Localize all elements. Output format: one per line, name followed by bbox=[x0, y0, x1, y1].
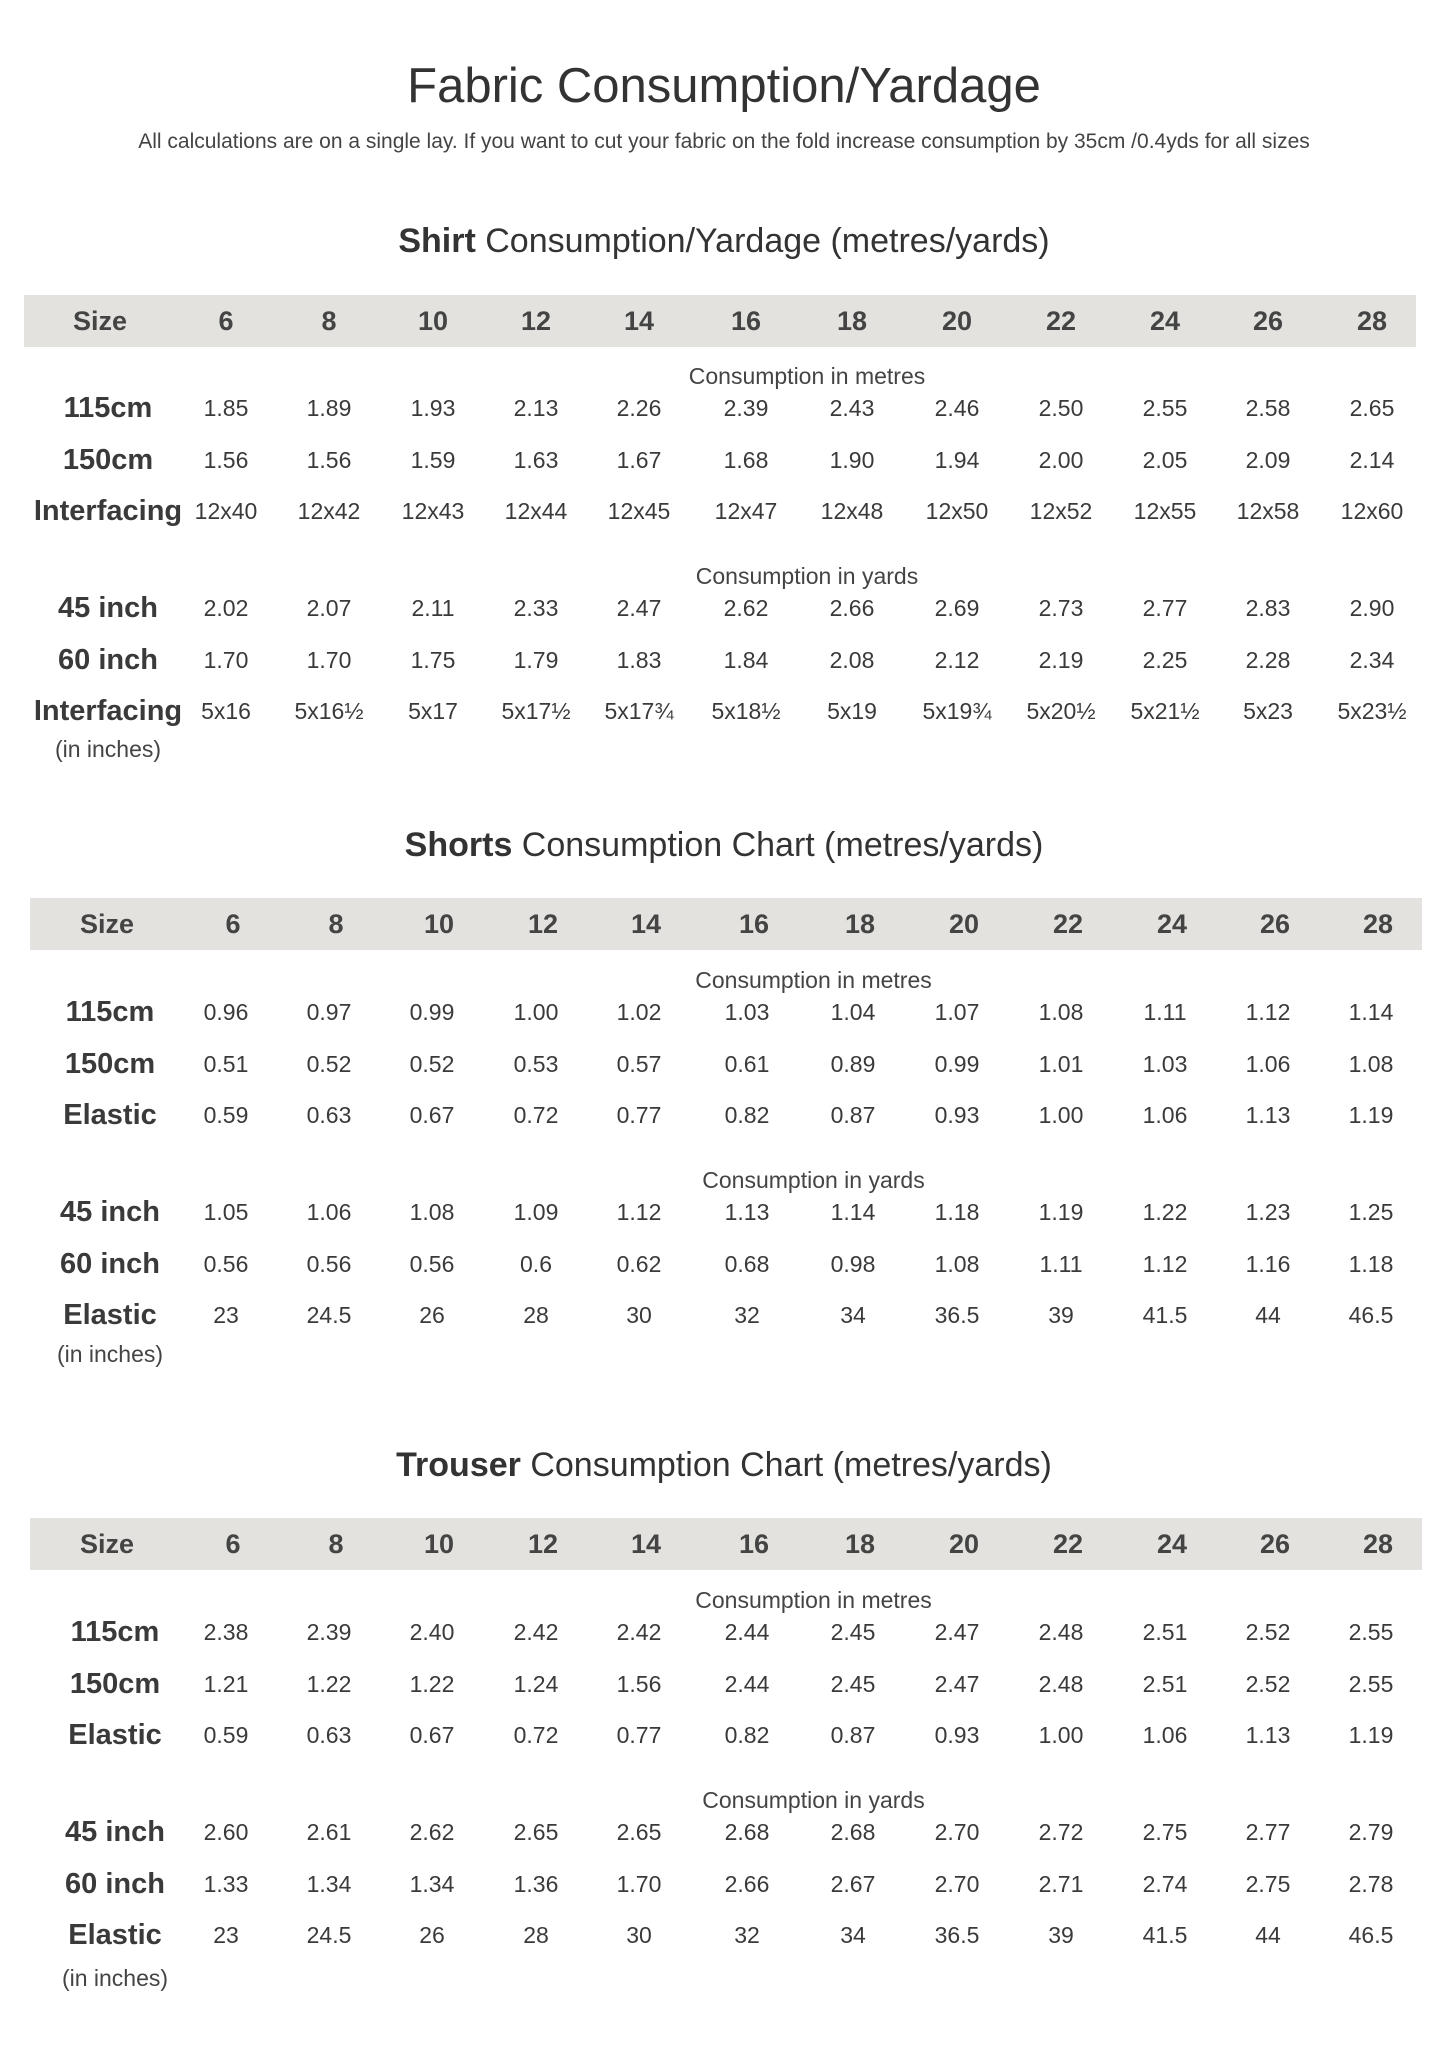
table-cell: 2.39 bbox=[723, 395, 769, 421]
size-column-header: 26 bbox=[1259, 909, 1291, 939]
table-cell: 2.83 bbox=[1245, 595, 1291, 621]
table-cell: 1.22 bbox=[1142, 1199, 1188, 1225]
size-header-band bbox=[30, 898, 1422, 950]
size-column-header: 12 bbox=[527, 909, 559, 939]
table-cell: 5x20½ bbox=[1026, 698, 1096, 724]
table-cell: 0.59 bbox=[203, 1722, 249, 1748]
table-cell: 1.12 bbox=[1245, 999, 1291, 1025]
table-cell: 1.56 bbox=[306, 447, 352, 473]
section-title-rest: Consumption Chart (metres/yards) bbox=[520, 1446, 1052, 1484]
table-cell: 1.06 bbox=[1142, 1722, 1188, 1748]
table-cell: 2.47 bbox=[934, 1671, 980, 1697]
table-cell: 1.70 bbox=[306, 647, 352, 673]
table-cell: 1.00 bbox=[1038, 1722, 1084, 1748]
table-cell: 0.6 bbox=[520, 1251, 552, 1277]
table-cell: 36.5 bbox=[934, 1302, 980, 1328]
table-cell: 1.03 bbox=[1142, 1051, 1188, 1077]
table-cell: 23 bbox=[213, 1922, 239, 1948]
row-label: Interfacing bbox=[33, 495, 183, 527]
table-cell: 12x50 bbox=[925, 498, 989, 524]
table-cell: 2.44 bbox=[724, 1671, 770, 1697]
table-cell: 26 bbox=[419, 1922, 445, 1948]
section-title-bold: Shorts bbox=[404, 826, 513, 864]
table-cell: 2.51 bbox=[1142, 1671, 1188, 1697]
table-cell: 2.48 bbox=[1038, 1619, 1084, 1645]
table-cell: 5x16 bbox=[201, 698, 251, 724]
section-title-bold: Trouser bbox=[396, 1446, 521, 1484]
table-cell: 0.57 bbox=[616, 1051, 662, 1077]
table-cell: 2.05 bbox=[1142, 447, 1188, 473]
table-cell: 28 bbox=[523, 1922, 549, 1948]
row-label-note: (in inches) bbox=[54, 736, 162, 762]
table-cell: 2.48 bbox=[1038, 1671, 1084, 1697]
row-label: Interfacing bbox=[33, 695, 183, 727]
table-cell: 44 bbox=[1255, 1302, 1281, 1328]
size-column-header: 12 bbox=[520, 306, 552, 336]
table-cell: 2.42 bbox=[616, 1619, 662, 1645]
table-cell: 2.55 bbox=[1348, 1671, 1394, 1697]
table-cell: 12x52 bbox=[1029, 498, 1093, 524]
table-cell: 1.75 bbox=[410, 647, 456, 673]
table-cell: 5x18½ bbox=[711, 698, 781, 724]
row-label: 115cm bbox=[63, 392, 153, 424]
table-cell: 2.55 bbox=[1348, 1619, 1394, 1645]
table-cell: 1.67 bbox=[616, 447, 662, 473]
table-cell: 2.68 bbox=[830, 1819, 876, 1845]
size-column-header: 24 bbox=[1156, 1529, 1188, 1559]
table-cell: 0.98 bbox=[830, 1251, 876, 1277]
table-cell: 1.16 bbox=[1245, 1251, 1291, 1277]
table-cell: 1.12 bbox=[1142, 1251, 1188, 1277]
table-cell: 2.45 bbox=[830, 1619, 876, 1645]
size-column-header: 18 bbox=[836, 306, 868, 336]
size-column-header: 16 bbox=[730, 306, 762, 336]
table-cell: 2.44 bbox=[724, 1619, 770, 1645]
table-cell: 0.67 bbox=[409, 1102, 455, 1128]
table-cell: 2.34 bbox=[1349, 647, 1395, 673]
table-cell: 1.21 bbox=[203, 1671, 249, 1697]
table-cell: 30 bbox=[626, 1922, 652, 1948]
table-cell: 0.63 bbox=[306, 1722, 352, 1748]
table-cell: 46.5 bbox=[1348, 1922, 1394, 1948]
table-cell: 28 bbox=[523, 1302, 549, 1328]
table-cell: 44 bbox=[1255, 1922, 1281, 1948]
table-cell: 41.5 bbox=[1142, 1302, 1188, 1328]
table-cell: 0.68 bbox=[724, 1251, 770, 1277]
table-cell: 32 bbox=[734, 1922, 760, 1948]
table-cell: 0.62 bbox=[616, 1251, 662, 1277]
table-cell: 1.59 bbox=[410, 447, 456, 473]
row-label: 60 inch bbox=[60, 1248, 160, 1280]
table-cell: 32 bbox=[734, 1302, 760, 1328]
table-cell: 12x58 bbox=[1236, 498, 1300, 524]
table-cell: 1.08 bbox=[934, 1251, 980, 1277]
table-cell: 2.50 bbox=[1038, 395, 1084, 421]
table-cell: 1.01 bbox=[1038, 1051, 1084, 1077]
size-column-header: 24 bbox=[1156, 909, 1188, 939]
table-cell: 12x60 bbox=[1340, 498, 1404, 524]
row-label: 60 inch bbox=[65, 1868, 165, 1900]
row-label: 60 inch bbox=[58, 644, 158, 676]
table-cell: 5x19¾ bbox=[922, 698, 992, 724]
table-cell: 0.72 bbox=[513, 1102, 559, 1128]
row-label: 115cm bbox=[65, 996, 155, 1028]
size-column-header: 26 bbox=[1252, 306, 1284, 336]
table-cell: 0.93 bbox=[934, 1102, 980, 1128]
table-cell: 1.14 bbox=[1348, 999, 1394, 1025]
table-cell: 1.22 bbox=[409, 1671, 455, 1697]
size-header-label: Size bbox=[79, 909, 135, 939]
table-cell: 2.75 bbox=[1245, 1871, 1291, 1897]
table-cell: 24.5 bbox=[306, 1922, 352, 1948]
size-column-header: 10 bbox=[423, 1529, 455, 1559]
table-cell: 2.73 bbox=[1038, 595, 1084, 621]
table-cell: 2.65 bbox=[1349, 395, 1395, 421]
table-cell: 0.61 bbox=[724, 1051, 770, 1077]
table-cell: 0.56 bbox=[306, 1251, 352, 1277]
section-title bbox=[0, 1446, 1448, 1485]
size-column-header: 24 bbox=[1149, 306, 1181, 336]
table-cell: 12x55 bbox=[1133, 498, 1197, 524]
table-cell: 2.26 bbox=[616, 395, 662, 421]
table-cell: 1.13 bbox=[1245, 1102, 1291, 1128]
table-cell: 2.62 bbox=[723, 595, 769, 621]
table-cell: 0.67 bbox=[409, 1722, 455, 1748]
table-cell: 1.23 bbox=[1245, 1199, 1291, 1225]
table-cell: 2.66 bbox=[724, 1871, 770, 1897]
size-column-header: 20 bbox=[948, 1529, 980, 1559]
table-cell: 41.5 bbox=[1142, 1922, 1188, 1948]
table-cell: 2.19 bbox=[1038, 647, 1084, 673]
size-column-header: 14 bbox=[630, 1529, 662, 1559]
table-cell: 1.04 bbox=[830, 999, 876, 1025]
table-cell: 12x48 bbox=[820, 498, 884, 524]
size-header-label: Size bbox=[79, 1529, 135, 1559]
table-cell: 24.5 bbox=[306, 1302, 352, 1328]
table-cell: 1.19 bbox=[1038, 1199, 1084, 1225]
table-cell: 2.47 bbox=[616, 595, 662, 621]
metres-subheading: Consumption in metres bbox=[695, 967, 932, 993]
table-cell: 2.40 bbox=[409, 1619, 455, 1645]
table-cell: 12x42 bbox=[297, 498, 361, 524]
size-column-header: 20 bbox=[948, 909, 980, 939]
table-cell: 12x45 bbox=[607, 498, 671, 524]
table-cell: 2.38 bbox=[203, 1619, 249, 1645]
table-cell: 2.09 bbox=[1245, 447, 1291, 473]
table-cell: 0.52 bbox=[306, 1051, 352, 1077]
table-cell: 12x44 bbox=[504, 498, 568, 524]
table-cell: 2.68 bbox=[724, 1819, 770, 1845]
table-cell: 46.5 bbox=[1348, 1302, 1394, 1328]
table-cell: 1.11 bbox=[1039, 1251, 1083, 1277]
size-column-header: 26 bbox=[1259, 1529, 1291, 1559]
table-cell: 0.99 bbox=[409, 999, 455, 1025]
yards-subheading: Consumption in yards bbox=[702, 1787, 925, 1813]
table-cell: 2.65 bbox=[616, 1819, 662, 1845]
table-cell: 23 bbox=[213, 1302, 239, 1328]
table-cell: 2.65 bbox=[513, 1819, 559, 1845]
size-column-header: 18 bbox=[844, 1529, 876, 1559]
table-cell: 2.61 bbox=[306, 1819, 352, 1845]
table-cell: 2.52 bbox=[1245, 1671, 1291, 1697]
table-cell: 36.5 bbox=[934, 1922, 980, 1948]
size-column-header: 18 bbox=[844, 909, 876, 939]
table-cell: 2.00 bbox=[1038, 447, 1084, 473]
size-column-header: 8 bbox=[328, 909, 344, 939]
table-cell: 0.77 bbox=[616, 1722, 662, 1748]
table-cell: 2.42 bbox=[513, 1619, 559, 1645]
size-header-band bbox=[30, 1518, 1422, 1570]
table-cell: 12x47 bbox=[714, 498, 778, 524]
table-cell: 2.25 bbox=[1142, 647, 1188, 673]
table-cell: 1.34 bbox=[409, 1871, 455, 1897]
table-cell: 1.00 bbox=[513, 999, 559, 1025]
table-cell: 2.75 bbox=[1142, 1819, 1188, 1845]
table-cell: 1.94 bbox=[934, 447, 980, 473]
metres-subheading: Consumption in metres bbox=[688, 363, 926, 389]
size-column-header: 12 bbox=[527, 1529, 559, 1559]
table-cell: 1.14 bbox=[830, 1199, 876, 1225]
row-label: Elastic bbox=[68, 1919, 162, 1951]
table-cell: 2.55 bbox=[1142, 395, 1188, 421]
table-cell: 1.90 bbox=[829, 447, 875, 473]
table-cell: 1.19 bbox=[1348, 1102, 1394, 1128]
table-cell: 2.72 bbox=[1038, 1819, 1084, 1845]
table-cell: 0.99 bbox=[934, 1051, 980, 1077]
table-cell: 2.11 bbox=[411, 595, 455, 621]
table-cell: 5x23 bbox=[1243, 698, 1293, 724]
size-column-header: 14 bbox=[623, 306, 655, 336]
row-label: 45 inch bbox=[65, 1816, 165, 1848]
table-cell: 1.06 bbox=[306, 1199, 352, 1225]
table-cell: 1.03 bbox=[724, 999, 770, 1025]
table-cell: 1.08 bbox=[1348, 1051, 1394, 1077]
table-cell: 0.59 bbox=[203, 1102, 249, 1128]
size-column-header: 6 bbox=[225, 909, 241, 939]
table-cell: 0.93 bbox=[934, 1722, 980, 1748]
table-cell: 2.77 bbox=[1245, 1819, 1291, 1845]
table-cell: 1.19 bbox=[1348, 1722, 1394, 1748]
table-cell: 1.85 bbox=[203, 395, 249, 421]
table-cell: 0.96 bbox=[203, 999, 249, 1025]
size-header-label: Size bbox=[72, 306, 128, 336]
table-cell: 39 bbox=[1048, 1302, 1074, 1328]
table-cell: 1.63 bbox=[513, 447, 559, 473]
table-cell: 2.62 bbox=[409, 1819, 455, 1845]
size-column-header: 8 bbox=[328, 1529, 344, 1559]
table-cell: 1.08 bbox=[409, 1199, 455, 1225]
table-cell: 34 bbox=[840, 1922, 866, 1948]
size-column-header: 16 bbox=[738, 909, 770, 939]
row-label: 150cm bbox=[69, 1668, 161, 1700]
row-label: 45 inch bbox=[60, 1196, 160, 1228]
table-cell: 2.39 bbox=[306, 1619, 352, 1645]
table-cell: 1.70 bbox=[616, 1871, 662, 1897]
table-cell: 2.43 bbox=[829, 395, 875, 421]
table-cell: 2.60 bbox=[203, 1819, 249, 1845]
table-cell: 2.08 bbox=[829, 647, 875, 673]
table-cell: 2.51 bbox=[1142, 1619, 1188, 1645]
table-cell: 2.71 bbox=[1038, 1871, 1084, 1897]
table-cell: 1.68 bbox=[723, 447, 769, 473]
table-cell: 2.07 bbox=[306, 595, 352, 621]
table-cell: 1.70 bbox=[203, 647, 249, 673]
size-column-header: 22 bbox=[1052, 1529, 1084, 1559]
size-header-band bbox=[24, 295, 1416, 347]
section-title-bold: Shirt bbox=[398, 222, 476, 260]
table-cell: 0.56 bbox=[203, 1251, 249, 1277]
table-cell: 0.56 bbox=[409, 1251, 455, 1277]
table-cell: 0.89 bbox=[830, 1051, 876, 1077]
table-cell: 5x17¾ bbox=[604, 698, 674, 724]
table-cell: 0.53 bbox=[513, 1051, 559, 1077]
table-cell: 1.09 bbox=[513, 1199, 559, 1225]
table-cell: 2.67 bbox=[830, 1871, 876, 1897]
table-cell: 1.34 bbox=[306, 1871, 352, 1897]
table-cell: 0.97 bbox=[306, 999, 352, 1025]
table-cell: 2.13 bbox=[513, 395, 559, 421]
table-cell: 0.77 bbox=[616, 1102, 662, 1128]
table-cell: 2.78 bbox=[1348, 1871, 1394, 1897]
size-column-header: 28 bbox=[1362, 1529, 1394, 1559]
table-cell: 1.11 bbox=[1143, 999, 1187, 1025]
row-label: Elastic bbox=[63, 1099, 157, 1131]
table-cell: 1.06 bbox=[1142, 1102, 1188, 1128]
table-cell: 2.52 bbox=[1245, 1619, 1291, 1645]
table-cell: 2.14 bbox=[1349, 447, 1395, 473]
table-cell: 2.74 bbox=[1142, 1871, 1188, 1897]
page-title: Fabric Consumption/Yardage bbox=[407, 59, 1041, 113]
table-cell: 1.84 bbox=[723, 647, 769, 673]
row-label: 115cm bbox=[70, 1616, 160, 1648]
table-cell: 1.24 bbox=[513, 1671, 559, 1697]
table-cell: 26 bbox=[419, 1302, 445, 1328]
table-cell: 5x16½ bbox=[294, 698, 364, 724]
table-cell: 1.07 bbox=[934, 999, 980, 1025]
section-title bbox=[0, 826, 1448, 865]
table-cell: 2.02 bbox=[203, 595, 249, 621]
table-cell: 30 bbox=[626, 1302, 652, 1328]
table-cell: 2.33 bbox=[513, 595, 559, 621]
table-cell: 2.45 bbox=[830, 1671, 876, 1697]
table-cell: 1.79 bbox=[513, 647, 559, 673]
row-label-note: (in inches) bbox=[56, 1341, 164, 1367]
row-label: Elastic bbox=[63, 1299, 157, 1331]
table-cell: 1.00 bbox=[1038, 1102, 1084, 1128]
yards-subheading: Consumption in yards bbox=[702, 1167, 925, 1193]
table-cell: 0.52 bbox=[409, 1051, 455, 1077]
table-cell: 5x19 bbox=[827, 698, 877, 724]
row-label: 45 inch bbox=[58, 592, 158, 624]
table-cell: 2.66 bbox=[829, 595, 875, 621]
table-cell: 1.18 bbox=[1348, 1251, 1394, 1277]
table-cell: 1.05 bbox=[203, 1199, 249, 1225]
row-label: 150cm bbox=[62, 444, 154, 476]
size-column-header: 28 bbox=[1356, 306, 1388, 336]
table-cell: 2.47 bbox=[934, 1619, 980, 1645]
table-cell: 2.90 bbox=[1349, 595, 1395, 621]
table-cell: 1.18 bbox=[934, 1199, 980, 1225]
table-cell: 2.79 bbox=[1348, 1819, 1394, 1845]
page-subtitle: All calculations are on a single lay. If you want to cut your fabric on the fold increase consumption by 35cm /0.4yds for all sizes bbox=[138, 130, 1310, 153]
table-cell: 1.02 bbox=[616, 999, 662, 1025]
table-cell: 2.12 bbox=[934, 647, 980, 673]
table-cell: 0.63 bbox=[306, 1102, 352, 1128]
table-cell: 1.08 bbox=[1038, 999, 1084, 1025]
table-cell: 34 bbox=[840, 1302, 866, 1328]
table-cell: 1.06 bbox=[1245, 1051, 1291, 1077]
table-cell: 2.46 bbox=[934, 395, 980, 421]
table-cell: 1.56 bbox=[616, 1671, 662, 1697]
table-cell: 0.82 bbox=[724, 1722, 770, 1748]
table-cell: 0.82 bbox=[724, 1102, 770, 1128]
table-cell: 2.77 bbox=[1142, 595, 1188, 621]
table-cell: 1.89 bbox=[306, 395, 352, 421]
table-cell: 2.70 bbox=[934, 1819, 980, 1845]
size-column-header: 20 bbox=[941, 306, 973, 336]
size-column-header: 22 bbox=[1045, 306, 1077, 336]
size-column-header: 10 bbox=[417, 306, 449, 336]
table-cell: 1.22 bbox=[306, 1671, 352, 1697]
yards-subheading: Consumption in yards bbox=[695, 563, 919, 589]
section-title-rest: Consumption Chart (metres/yards) bbox=[512, 826, 1044, 864]
table-cell: 5x17½ bbox=[501, 698, 571, 724]
table-cell: 1.36 bbox=[513, 1871, 559, 1897]
table-cell: 0.87 bbox=[830, 1102, 876, 1128]
row-label: 150cm bbox=[64, 1048, 156, 1080]
table-cell: 1.12 bbox=[616, 1199, 662, 1225]
table-cell: 12x43 bbox=[401, 498, 465, 524]
table-cell: 2.28 bbox=[1245, 647, 1291, 673]
size-column-header: 28 bbox=[1362, 909, 1394, 939]
table-cell: 0.72 bbox=[513, 1722, 559, 1748]
size-column-header: 22 bbox=[1052, 909, 1084, 939]
table-cell: 5x21½ bbox=[1130, 698, 1200, 724]
section-title bbox=[0, 222, 1448, 261]
table-cell: 1.13 bbox=[724, 1199, 770, 1225]
table-cell: 39 bbox=[1048, 1922, 1074, 1948]
table-cell: 1.33 bbox=[203, 1871, 249, 1897]
table-cell: 2.70 bbox=[934, 1871, 980, 1897]
row-label-note: (in inches) bbox=[61, 1965, 169, 1991]
size-column-header: 8 bbox=[321, 306, 337, 336]
table-cell: 1.83 bbox=[616, 647, 662, 673]
table-cell: 0.87 bbox=[830, 1722, 876, 1748]
size-column-header: 6 bbox=[225, 1529, 241, 1559]
table-cell: 1.93 bbox=[410, 395, 456, 421]
size-column-header: 10 bbox=[423, 909, 455, 939]
section-title-rest: Consumption/Yardage (metres/yards) bbox=[475, 222, 1050, 260]
table-cell: 2.58 bbox=[1245, 395, 1291, 421]
size-column-header: 6 bbox=[218, 306, 234, 336]
row-label: Elastic bbox=[68, 1719, 162, 1751]
table-cell: 5x17 bbox=[408, 698, 458, 724]
metres-subheading: Consumption in metres bbox=[695, 1587, 932, 1613]
size-column-header: 16 bbox=[738, 1529, 770, 1559]
size-column-header: 14 bbox=[630, 909, 662, 939]
table-cell: 12x40 bbox=[194, 498, 258, 524]
table-cell: 1.56 bbox=[203, 447, 249, 473]
table-cell: 0.51 bbox=[203, 1051, 249, 1077]
table-cell: 1.13 bbox=[1245, 1722, 1291, 1748]
table-cell: 1.25 bbox=[1348, 1199, 1394, 1225]
table-cell: 5x23½ bbox=[1337, 698, 1407, 724]
table-cell: 2.69 bbox=[934, 595, 980, 621]
